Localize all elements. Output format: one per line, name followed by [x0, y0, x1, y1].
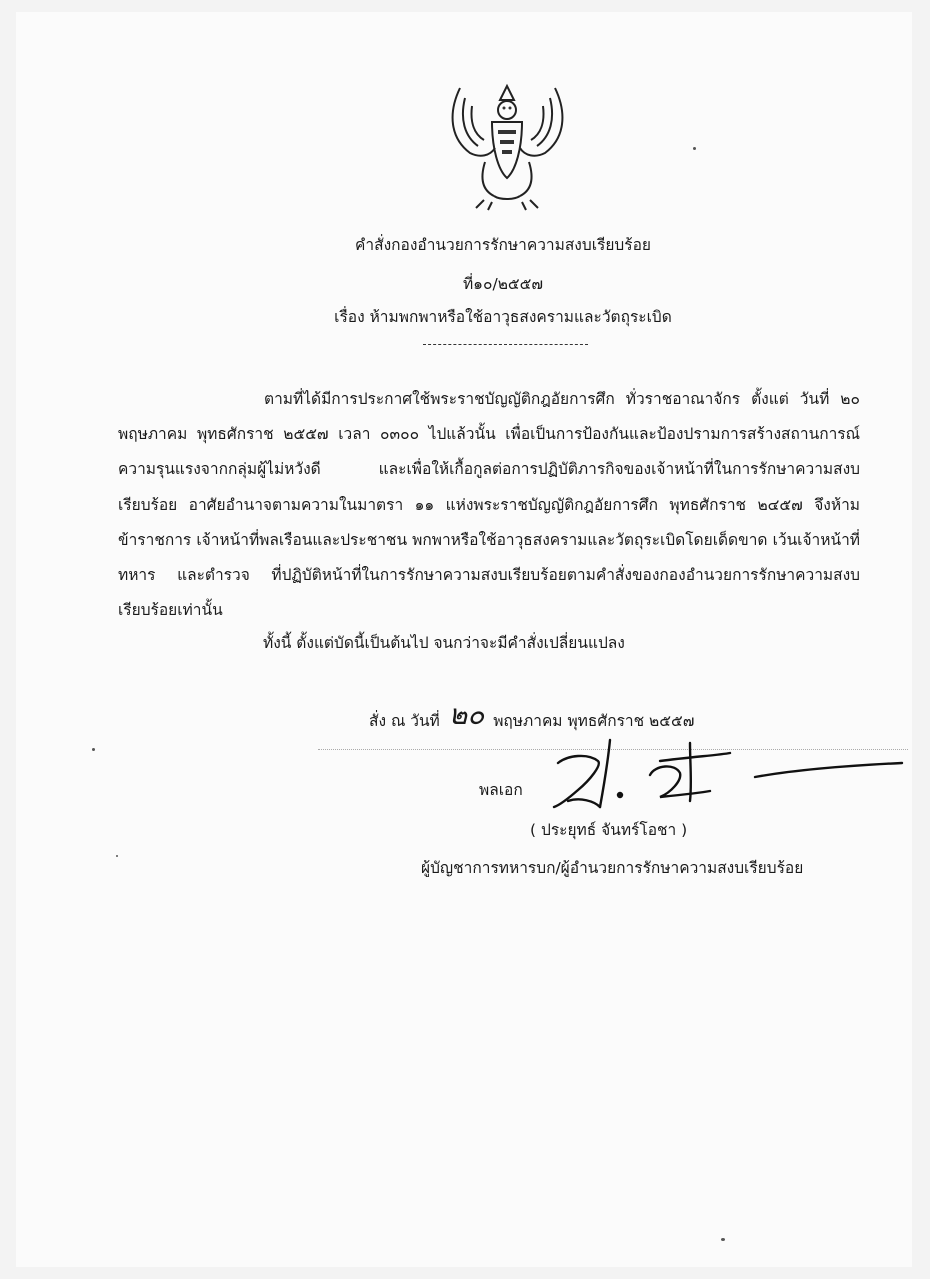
date-suffix: พฤษภาคม พุทธศักราช ๒๕๕๗ — [493, 712, 695, 730]
body-paragraph: ตามที่ได้มีการประกาศใช้พระราชบัญญัติกฎอัยการศึก ทั่วราชอาณาจักร ตั้งแต่ วันที่ ๒๐ พฤษภาคม พุทธศักราช ๒๕๕๗ เวลา ๐๓๐๐ ไปแล้วนั้น เพื่อเป็นการป้องกันและป้องปรามการสร้างสถานการณ์ความรุนแรงจากกลุ่มผู้ไม่หวังดี และเพื่อให้เกื้อกูลต่อการปฏิบัติภารกิจของเจ้าหน้าที่ในการรักษาความสงบเรียบร้อย อาศัยอำนาจตามความในมาตรา ๑๑ แห่งพระราชบัญญัติกฎอัยการศึก พุทธศักราช ๒๔๕๗ จึงห้ามข้าราชการ เจ้าหน้าที่พลเรือนและประชาชน พกพาหรือใช้อาวุธสงครามและวัตถุระเบิดโดยเด็ดขาด เว้นเจ้าหน้าที่ทหาร และตำรวจ ที่ปฏิบัติหน้าที่ในการรักษาความสงบเรียบร้อยตามคำสั่งของกองอำนวยการรักษาความสงบเรียบร้อยเท่านั้น — [118, 390, 860, 620]
handwritten-signature — [540, 735, 910, 815]
signer-position: ผู้บัญชาการทหารบก/ผู้อำนวยการรักษาความสงบเรียบร้อย — [421, 859, 804, 877]
scan-speck — [721, 1238, 725, 1241]
title-divider — [423, 344, 588, 345]
document-subject: เรื่อง ห้ามพกพาหรือใช้อาวุธสงครามและวัตถุระเบิด — [334, 308, 672, 326]
signer-name: ( ประยุทธ์ จันทร์โอชา ) — [530, 821, 688, 839]
order-date — [369, 695, 694, 739]
signer-rank: พลเอก — [479, 781, 523, 799]
garuda-emblem-icon — [440, 78, 575, 213]
scan-speck — [116, 855, 118, 857]
effective-statement: ทั้งนี้ ตั้งแต่บัดนี้เป็นต้นไป จนกว่าจะมีคำสั่งเปลี่ยนแปลง — [263, 634, 625, 652]
order-number: ที่๑๐/๒๕๕๗ — [462, 275, 544, 293]
scan-speck — [693, 147, 696, 150]
document-title: คำสั่งกองอำนวยการรักษาความสงบเรียบร้อย — [355, 236, 651, 254]
date-day-handwritten: ๒๐ — [448, 698, 485, 731]
date-prefix: สั่ง ณ วันที่ — [369, 712, 440, 730]
scan-speck — [92, 748, 95, 751]
